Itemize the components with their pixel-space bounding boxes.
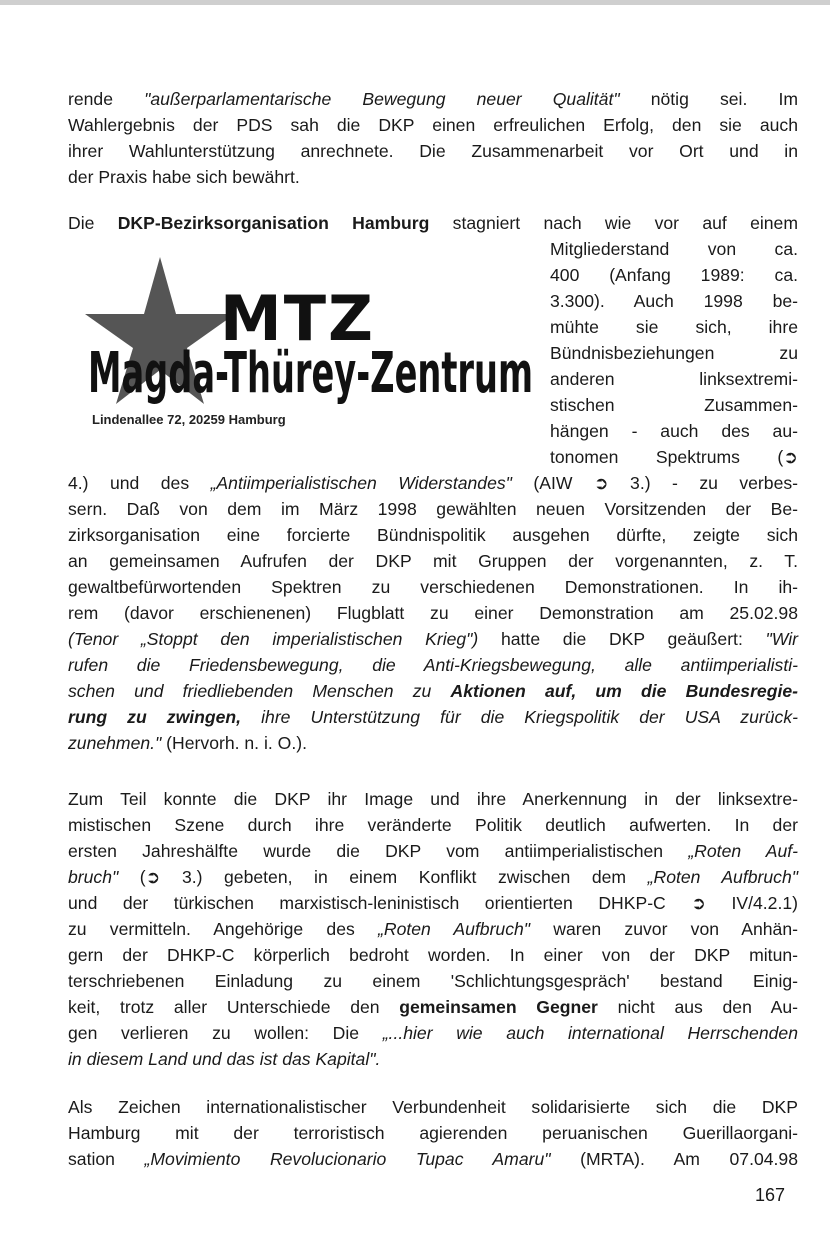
text-line: 400 (Anfang 1989: ca. bbox=[550, 265, 798, 285]
text-line: terschriebenen Einladung zu einem 'Schlichtungsgespräch' bestand Einig- bbox=[68, 971, 798, 991]
text-line: Zum Teil konnte die DKP ihr Image und ihre Anerkennung in der linksextre- bbox=[68, 789, 798, 809]
mtz-logo bbox=[80, 252, 540, 432]
text-line: sern. Daß von dem im März 1998 gewählten neuen Vorsitzenden der Be- bbox=[68, 499, 798, 519]
paragraph-2-intro bbox=[68, 210, 798, 236]
text-line: an gemeinsamen Aufrufen der DKP mit Gruppen der vorgenannten, z. T. bbox=[68, 551, 798, 571]
text-line: zunehmen." (Hervorh. n. i. O.). bbox=[68, 733, 307, 753]
text-line: gewaltbefürwortenden Spektren zu verschiedenen Demonstrationen. In ih- bbox=[68, 577, 798, 597]
text-line: rung zu zwingen, ihre Unterstützung für die Kriegspolitik der USA zurück- bbox=[68, 707, 798, 727]
text-line: ihrer Wahlunterstützung anrechnete. Die Zusammenarbeit vor Ort und in bbox=[68, 141, 798, 161]
text-line: keit, trotz aller Unterschiede den gemeinsamen Gegner nicht aus den Au- bbox=[68, 997, 798, 1017]
text-line: Die DKP-Bezirksorganisation Hamburg stagniert nach wie vor auf einem bbox=[68, 213, 798, 233]
text-line: (Tenor „Stoppt den imperialistischen Krieg") hatte die DKP geäußert: "Wir bbox=[68, 629, 798, 649]
text-line: rufen die Friedensbewegung, die Anti-Kriegsbewegung, alle antiimperialisti- bbox=[68, 655, 798, 675]
logo-address: Lindenallee 72, 20259 Hamburg bbox=[92, 412, 286, 427]
text-line: Wahlergebnis der PDS sah die DKP einen erfreulichen Erfolg, den sie auch bbox=[68, 115, 798, 135]
text-line: rem (davor erschienenen) Flugblatt zu einer Demonstration am 25.02.98 bbox=[68, 603, 798, 623]
text-line: sation „Movimiento Revolucionario Tupac Amaru" (MRTA). Am 07.04.98 bbox=[68, 1149, 799, 1169]
text-line: Bündnisbeziehungen zu bbox=[550, 343, 798, 363]
text-line: zu vermitteln. Angehörige des „Roten Aufbruch" waren zuvor von Anhän- bbox=[68, 919, 798, 939]
text-line: mistischen Szene durch ihre veränderte Politik deutlich aufwerten. In der bbox=[68, 815, 798, 835]
text-line: 3.300). Auch 1998 be- bbox=[550, 291, 798, 311]
text-line: tonomen Spektrums (➲ bbox=[550, 447, 798, 467]
text-line: 4.) und des „Antiimperialistischen Widerstandes" (AIW ➲ 3.) - zu verbes- bbox=[68, 473, 799, 493]
text-line: anderen linksextremi- bbox=[550, 369, 798, 389]
text-line: in diesem Land und das ist das Kapital". bbox=[68, 1049, 381, 1069]
logo-graphic bbox=[80, 252, 540, 432]
paragraph-2-wrapped bbox=[550, 236, 798, 470]
text-line: ersten Jahreshälfte wurde die DKP vom antiimperialistischen „Roten Auf- bbox=[68, 841, 798, 861]
paragraph-1 bbox=[68, 86, 798, 190]
logo-name: Magda-Thürey-Zentrum bbox=[88, 341, 533, 406]
text-line: der Praxis habe sich bewährt. bbox=[68, 167, 300, 187]
text-line: stischen Zusammen- bbox=[550, 395, 798, 415]
text-line: Mitgliederstand von ca. bbox=[550, 239, 798, 259]
text-line: Hamburg mit der terroristisch agierenden peruanischen Guerillaorgani- bbox=[68, 1123, 798, 1143]
logo-acronym: MTZ bbox=[220, 282, 375, 355]
text-line: zirksorganisation eine forcierte Bündnispolitik ausgehen dürfte, zeigte sich bbox=[68, 525, 798, 545]
paragraph-2-body bbox=[68, 470, 798, 756]
text-line: hängen - auch des au- bbox=[550, 421, 798, 441]
text-line: Als Zeichen internationalistischer Verbundenheit solidarisierte sich die DKP bbox=[68, 1097, 798, 1117]
text-line: rende "außerparlamentarische Bewegung neuer Qualität" nötig sei. Im bbox=[68, 89, 798, 109]
text-line: gen verlieren zu wollen: Die „...hier wie auch international Herrschenden bbox=[68, 1023, 798, 1043]
text-line: und der türkischen marxistisch-leninistisch orientierten DHKP-C ➲ IV/4.2.1) bbox=[68, 893, 798, 913]
top-edge bbox=[0, 0, 830, 5]
page-number: 167 bbox=[755, 1185, 786, 1205]
text-line: mühte sie sich, ihre bbox=[550, 317, 798, 337]
text-line: schen und friedliebenden Menschen zu Aktionen auf, um die Bundesregie- bbox=[68, 681, 798, 701]
text-line: gern der DHKP-C körperlich bedroht worden. In einer von der DKP mitun- bbox=[68, 945, 798, 965]
paragraph-4 bbox=[68, 1094, 798, 1172]
text-line: bruch" (➲ 3.) gebeten, in einem Konflikt zwischen dem „Roten Aufbruch" bbox=[68, 867, 798, 887]
paragraph-3 bbox=[68, 786, 798, 1072]
